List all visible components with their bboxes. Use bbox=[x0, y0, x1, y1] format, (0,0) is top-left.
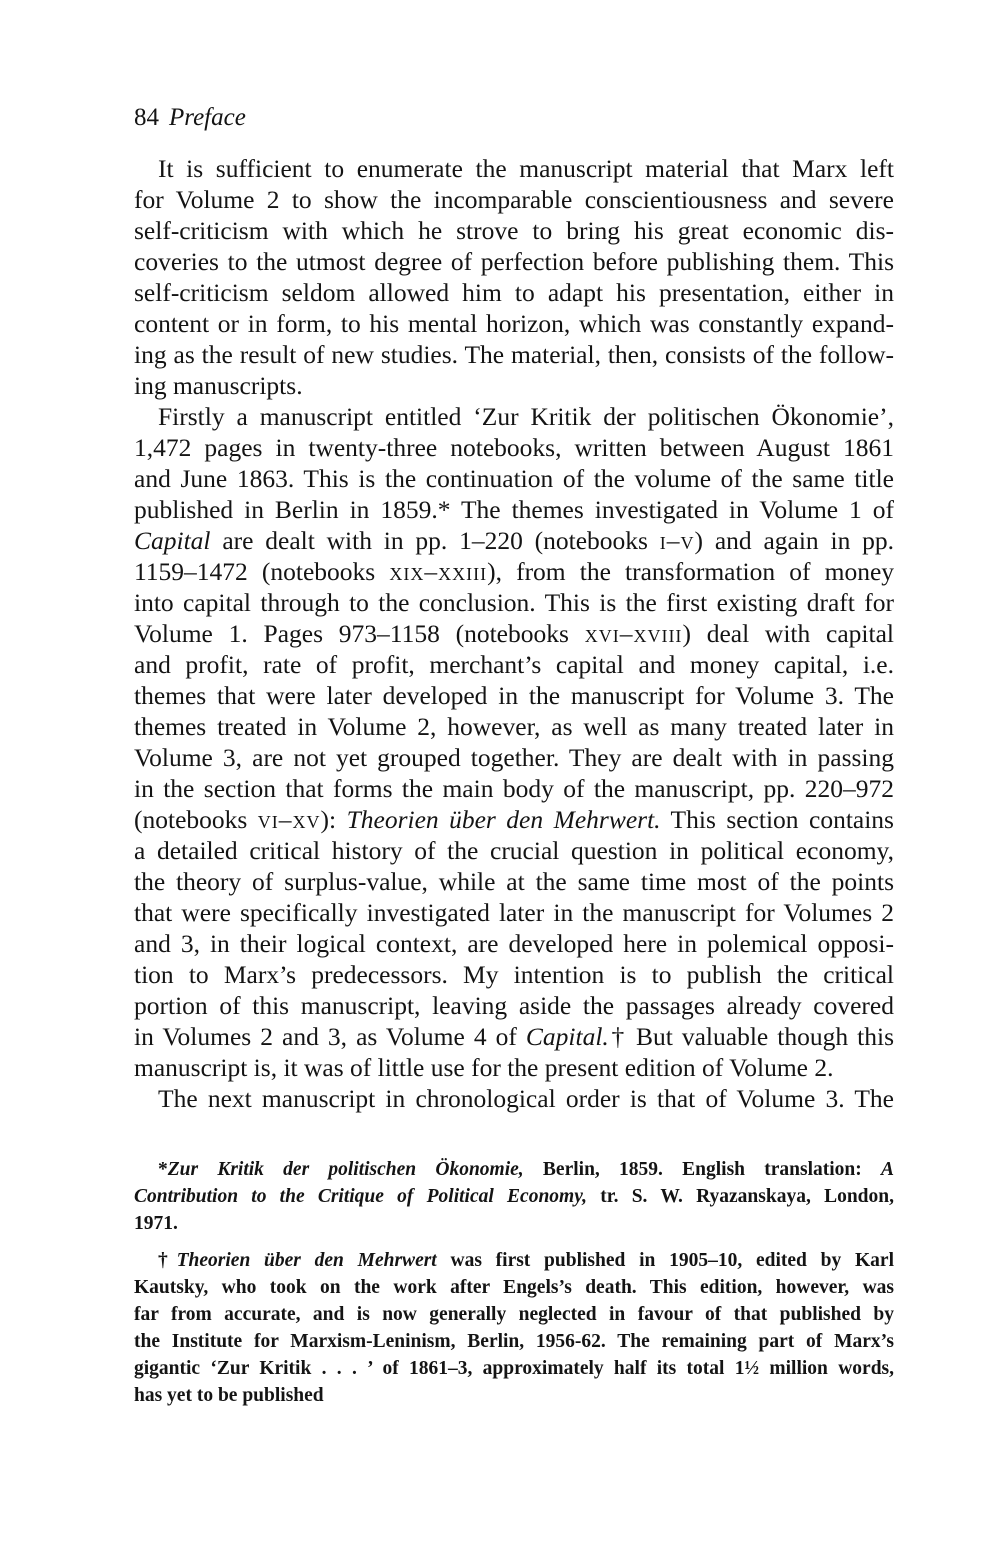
roman-numerals: vi–xv bbox=[257, 805, 321, 834]
italic-title: A bbox=[880, 1159, 894, 1180]
footnote-gap bbox=[134, 1237, 894, 1247]
text-line: and June 1863. This is the continuation of the volume of the same title bbox=[134, 464, 894, 493]
text-line bbox=[134, 556, 894, 587]
text-line: manuscript is, it was of little use for the present edition of Volume 2. bbox=[134, 1053, 834, 1082]
footnote-mark: † bbox=[158, 1250, 177, 1271]
italic-title: Theorien über den Mehrwert bbox=[176, 1250, 437, 1271]
text-run: are dealt with in pp. 1–220 (notebooks bbox=[210, 526, 660, 555]
section-title: Preface bbox=[169, 104, 246, 131]
text-line: portion of this manuscript, leaving aside the passages already covered bbox=[134, 991, 894, 1020]
text-line: a detailed critical history of the crucial question in political economy, bbox=[134, 836, 894, 865]
text-run: tr. S. W. Ryazanskaya, London, bbox=[587, 1186, 894, 1207]
footnote-line: 1971. bbox=[134, 1213, 178, 1234]
footnote-line bbox=[134, 1183, 894, 1210]
body-text bbox=[134, 153, 894, 1114]
text-line: and profit, rate of profit, merchant’s capital and money capital, i.e. bbox=[134, 650, 894, 679]
roman-numerals: i–v bbox=[659, 526, 695, 555]
text-line: The next manuscript in chronological order is that of Volume 3. The bbox=[158, 1084, 894, 1113]
text-line: ing as the result of new studies. The material, then, consists of the follow- bbox=[134, 340, 894, 369]
italic-title: Capital. bbox=[525, 1022, 609, 1051]
text-line: self-criticism seldom allowed him to adapt his presentation, either in bbox=[134, 278, 894, 307]
text-run: Berlin, 1859. English translation: bbox=[523, 1159, 881, 1180]
text-line: content or in form, to his mental horizon, which was constantly expand- bbox=[134, 309, 894, 338]
italic-title: Contribution to the Critique of Political Economy, bbox=[134, 1186, 588, 1207]
text-run: was first published in 1905–10, edited by Karl bbox=[436, 1250, 894, 1271]
running-head bbox=[134, 100, 246, 136]
footnotes bbox=[134, 1156, 894, 1409]
text-run: ): bbox=[320, 805, 347, 834]
footnote-line bbox=[134, 1247, 894, 1274]
text-line bbox=[134, 804, 894, 835]
text-line: published in Berlin in 1859.* The themes investigated in Volume 1 of bbox=[134, 495, 894, 524]
footnote-mark: * bbox=[158, 1159, 168, 1180]
text-line: self-criticism with which he strove to bring his great economic dis- bbox=[134, 216, 894, 245]
text-run: Volume 1. Pages 973–1158 (notebooks bbox=[134, 619, 585, 648]
footnote-line: gigantic ‘Zur Kritik . . . ’ of 1861–3, approximately half its total 1½ million words, bbox=[134, 1358, 894, 1379]
italic-title: Theorien über den Mehrwert. bbox=[346, 805, 661, 834]
text-line: that were specifically investigated later in the manuscript for Volumes 2 bbox=[134, 898, 894, 927]
text-line: into capital through to the conclusion. This is the first existing draft for bbox=[134, 588, 894, 617]
text-line: ing manuscripts. bbox=[134, 371, 303, 400]
text-line: coveries to the utmost degree of perfection before publishing them. This bbox=[134, 247, 894, 276]
text-run: in Volumes 2 and 3, as Volume 4 of bbox=[134, 1022, 526, 1051]
text-line bbox=[134, 1021, 894, 1052]
text-line: for Volume 2 to show the incomparable conscientiousness and severe bbox=[134, 185, 894, 214]
text-line: and 3, in their logical context, are developed here in polemical opposi- bbox=[134, 929, 894, 958]
footnote-line: the Institute for Marxism-Leninism, Berlin, 1956-62. The remaining part of Marx’s bbox=[134, 1331, 894, 1352]
text-line: themes treated in Volume 2, however, as well as many treated later in bbox=[134, 712, 894, 741]
page-number: 84 bbox=[134, 104, 159, 131]
footnote-line: has yet to be published bbox=[134, 1385, 324, 1406]
text-run: This section contains bbox=[660, 805, 894, 834]
text-run: ) and again in pp. bbox=[694, 526, 895, 555]
text-line: in the section that forms the main body of the manuscript, pp. 220–972 bbox=[134, 774, 894, 803]
italic-title: Capital bbox=[134, 526, 211, 555]
footnote-line: far from accurate, and is now generally neglected in favour of that published by bbox=[134, 1304, 894, 1325]
text-line: themes that were later developed in the manuscript for Volume 3. The bbox=[134, 681, 894, 710]
text-line: 1,472 pages in twenty-three notebooks, written between August 1861 bbox=[134, 433, 894, 462]
text-run: † But valuable though this bbox=[608, 1022, 894, 1051]
text-line: Firstly a manuscript entitled ‘Zur Kritik der politischen Ökonomie’, bbox=[158, 402, 894, 431]
text-run: ) deal with capital bbox=[682, 619, 894, 648]
text-run: 1159–1472 (notebooks bbox=[134, 557, 390, 586]
text-run: ), from the transformation of money bbox=[487, 557, 895, 586]
text-line: tion to Marx’s predecessors. My intention is to publish the critical bbox=[134, 960, 894, 989]
text-line: It is sufficient to enumerate the manuscript material that Marx left bbox=[158, 154, 894, 183]
text-line: the theory of surplus-value, while at the same time most of the points bbox=[134, 867, 894, 896]
text-line bbox=[134, 525, 894, 556]
roman-numerals: xvi–xviii bbox=[584, 619, 683, 648]
text-run: (notebooks bbox=[134, 805, 258, 834]
italic-title: Zur Kritik der politischen Ökonomie, bbox=[167, 1159, 524, 1180]
footnote-line bbox=[134, 1156, 894, 1183]
roman-numerals: xix–xxiii bbox=[389, 557, 488, 586]
text-line: Volume 3, are not yet grouped together. They are dealt with in passing bbox=[134, 743, 894, 772]
text-line bbox=[134, 618, 894, 649]
footnote-line: Kautsky, who took on the work after Engels’s death. This edition, however, was bbox=[134, 1277, 894, 1298]
